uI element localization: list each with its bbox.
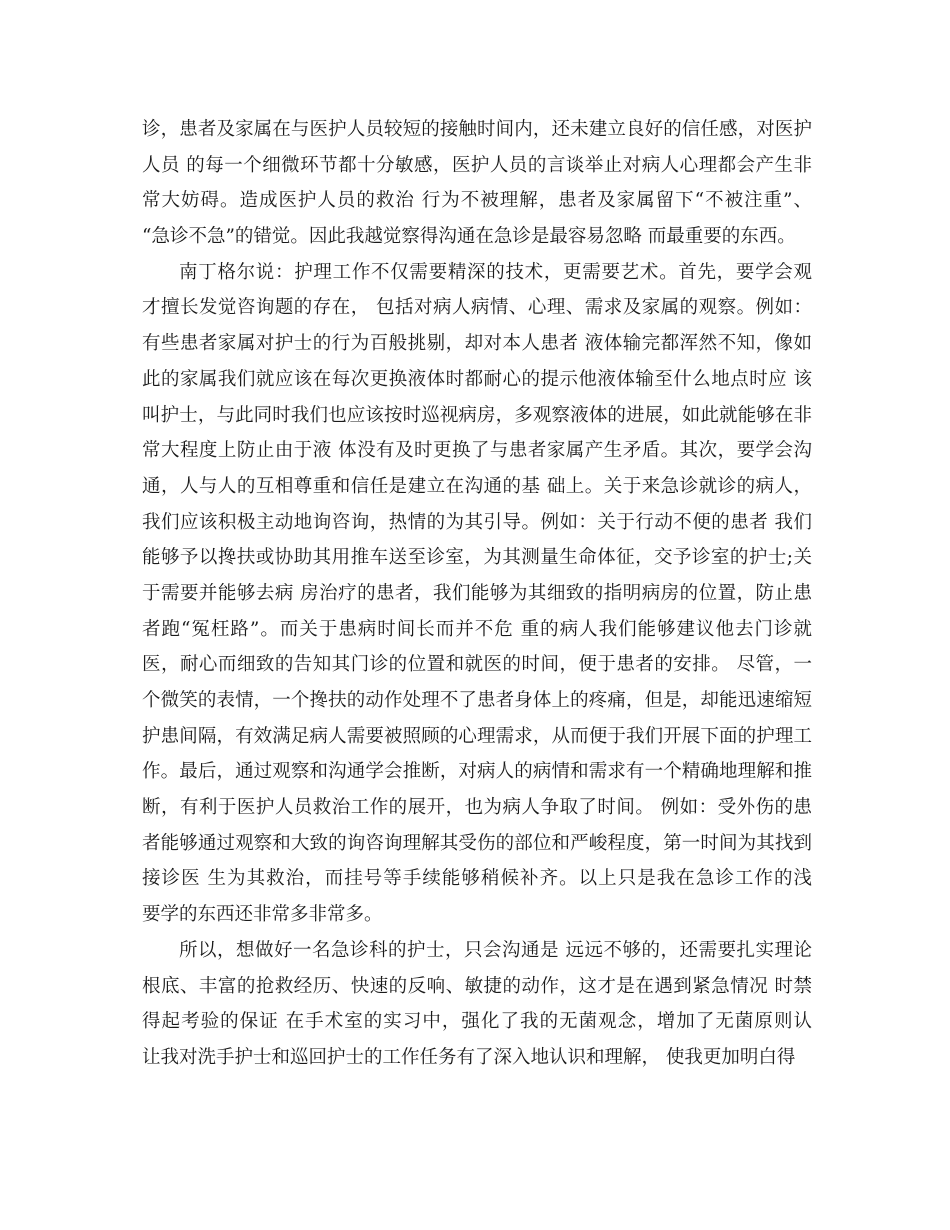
text-line: 此的家属我们就应该在每次更换液体时都耐心的提示他液体输至什么地点时应 该	[142, 368, 812, 390]
text-line: “急诊不急”的错觉。因此我越觉察得沟通在急诊是最容易忽略 而最重要的东西。	[142, 226, 796, 248]
body-text	[142, 112, 812, 1076]
text-line: 者能够通过观察和大致的询咨询理解其受伤的部位和严峻程度，第一时间为其找到	[142, 832, 812, 854]
text-line: 常大妨碍。造成医护人员的救治 行为不被理解，患者及家属留下“不被注重”、	[142, 190, 812, 212]
text-line: 人员 的每一个细微环节都十分敏感，医护人员的言谈举止对病人心理都会产生非	[142, 154, 812, 176]
text-line: 于需要并能够去病 房治疗的患者，我们能够为其细致的指明病房的位置，防止患	[142, 582, 812, 604]
text-line: 能够予以搀扶或协助其用推车送至诊室，为其测量生命体征，交予诊室的护士;关	[142, 547, 812, 569]
text-line: 才擅长发觉咨询题的存在， 包括对病人病情、心理、需求及家属的观察。例如：	[142, 297, 812, 319]
text-line: 有些患者家属对护士的行为百般挑剔，却对本人患者 液体输完都浑然不知，像如	[142, 333, 812, 355]
text-line: 作。最后，通过观察和沟通学会推断，对病人的病情和需求有一个精确地理解和推	[142, 761, 812, 783]
text-line: 通，人与人的互相尊重和信任是建立在沟通的基 础上。关于来急诊就诊的病人，	[142, 475, 812, 497]
text-line: 南丁格尔说：护理工作不仅需要精深的技术，更需要艺术。首先，要学会观	[179, 261, 812, 283]
text-line: 个微笑的表情，一个搀扶的动作处理不了患者身体上的疼痛，但是，却能迅速缩短	[142, 690, 812, 711]
text-line: 护患间隔，有效满足病人需要被照顾的心理需求，从而便于我们开展下面的护理工	[142, 725, 812, 747]
text-line: 要学的东西还非常多非常多。	[142, 904, 383, 926]
text-line: 让我对洗手护士和巡回护士的工作任务有了深入地认识和理解， 使我更加明白得	[142, 1046, 796, 1068]
text-line: 叫护士，与此同时我们也应该按时巡视病房，多观察液体的进展，如此就能够在非	[142, 404, 812, 426]
text-line: 者跑“冤枉路”。而关于患病时间长而并不危 重的病人我们能够建议他去门诊就	[142, 618, 812, 640]
text-line: 诊，患者及家属在与医护人员较短的接触时间内，还未建立良好的信任感，对医护	[142, 119, 812, 140]
text-line: 所以，想做好一名急诊科的护士，只会沟通是 远远不够的，还需要扎实理论	[179, 939, 812, 961]
text-line: 断，有利于医护人员救治工作的展开，也为病人争取了时间。 例如：受外伤的患	[142, 797, 812, 819]
text-line: 得起考验的保证 在手术室的实习中，强化了我的无菌观念，增加了无菌原则认	[142, 1011, 812, 1033]
text-line: 常大程度上防止由于液 体没有及时更换了与患者家属产生矛盾。其次，要学会沟	[142, 440, 812, 462]
text-line: 根底、丰富的抢救经历、快速的反响、敏捷的动作，这才是在遇到紧急情况 时禁	[142, 975, 812, 997]
text-line: 我们应该积极主动地询咨询，热情的为其引导。例如：关于行动不便的患者 我们	[142, 511, 812, 533]
text-line: 接诊医 生为其救治，而挂号等手续能够稍候补齐。以上只是我在急诊工作的浅	[142, 868, 812, 890]
text-line: 医，耐心而细致的告知其门诊的位置和就医的时间，便于患者的安排。 尽管，一	[142, 654, 812, 676]
